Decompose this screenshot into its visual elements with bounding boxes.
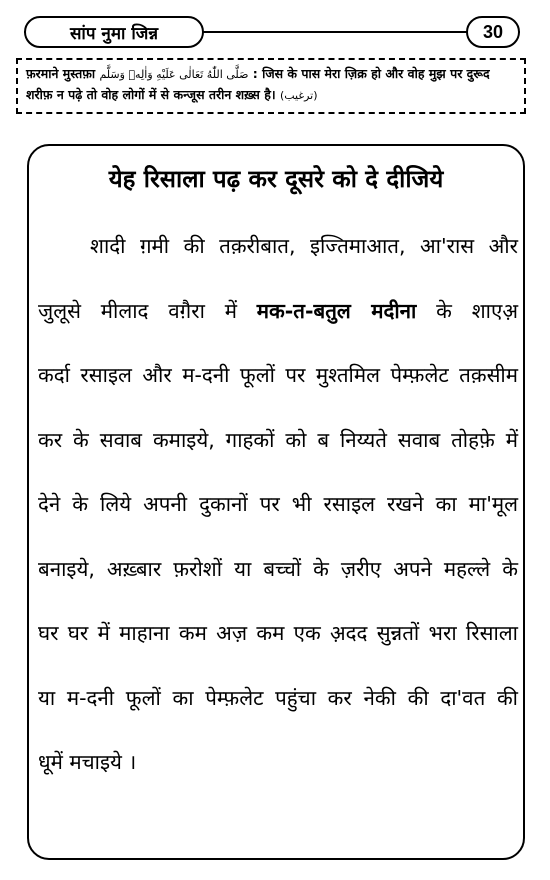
body-line-end: के शाएअ़ <box>436 298 518 323</box>
body-line <box>38 283 518 348</box>
body-line: कर्दा रसाइल और म-दनी फूलों पर मुश्तमिल पेम्फ़लेट तक़सीम <box>38 363 518 387</box>
farman-text-1: : जिस के पास मेरा ज़िक्र हो और वोह मुझ पर दुरूद <box>252 66 490 81</box>
body-line: बनाइये, अख़्बार फ़रोशों या बच्चों के ज़रीए अपने महल्ले के <box>38 556 518 581</box>
body-line-start: जुलूसे मीलाद वग़ैरा में <box>38 298 237 323</box>
publisher-name: मक-त-बतुल मदीना <box>256 298 417 323</box>
body-paragraph <box>38 218 518 799</box>
farman-line-1 <box>26 64 516 85</box>
body-line: या म-दनी फूलों का पेम्फ़लेट पहुंचा कर नेकी की दा'वत की <box>38 685 518 710</box>
book-title: सांप नुमा जिन्न <box>24 16 204 48</box>
body-line: शादी ग़मी की तक़रीबात, इज्तिमाआत, आ'रास और <box>90 234 518 258</box>
farman-box <box>16 58 526 114</box>
body-line: धूमें मचाइये । <box>38 750 137 774</box>
salutation: صَلَّى اللّٰهُ تَعَالٰى عَلَيْهِ وَاٰلِهٖ وَسَلَّم <box>99 68 249 81</box>
section-heading: येह रिसाला पढ़ कर दूसरे को दे दीजिये <box>108 165 444 193</box>
farman-reference: (ترغيب) <box>279 89 318 102</box>
farman-text-2: शरीफ़ न पढ़े तो वोह लोगों में से कन्जूस तरीन शख़्स है। <box>26 87 276 102</box>
farman-label: फ़रमाने मुस्तफ़ा <box>26 66 96 81</box>
body-line: देने के लिये अपनी दुकानों पर भी रसाइल रखने का मा'मूल <box>38 492 518 516</box>
page-number: 30 <box>466 16 520 48</box>
body-line: कर के सवाब कमाइये, गाहकों को ब निय्यते सवाब तोहफ़े में <box>38 427 518 452</box>
body-line: घर घर में माहाना कम अज़ कम एक अ़दद सुन्नतों भरा रिसाला <box>38 621 518 645</box>
farman-line-2 <box>26 85 516 106</box>
